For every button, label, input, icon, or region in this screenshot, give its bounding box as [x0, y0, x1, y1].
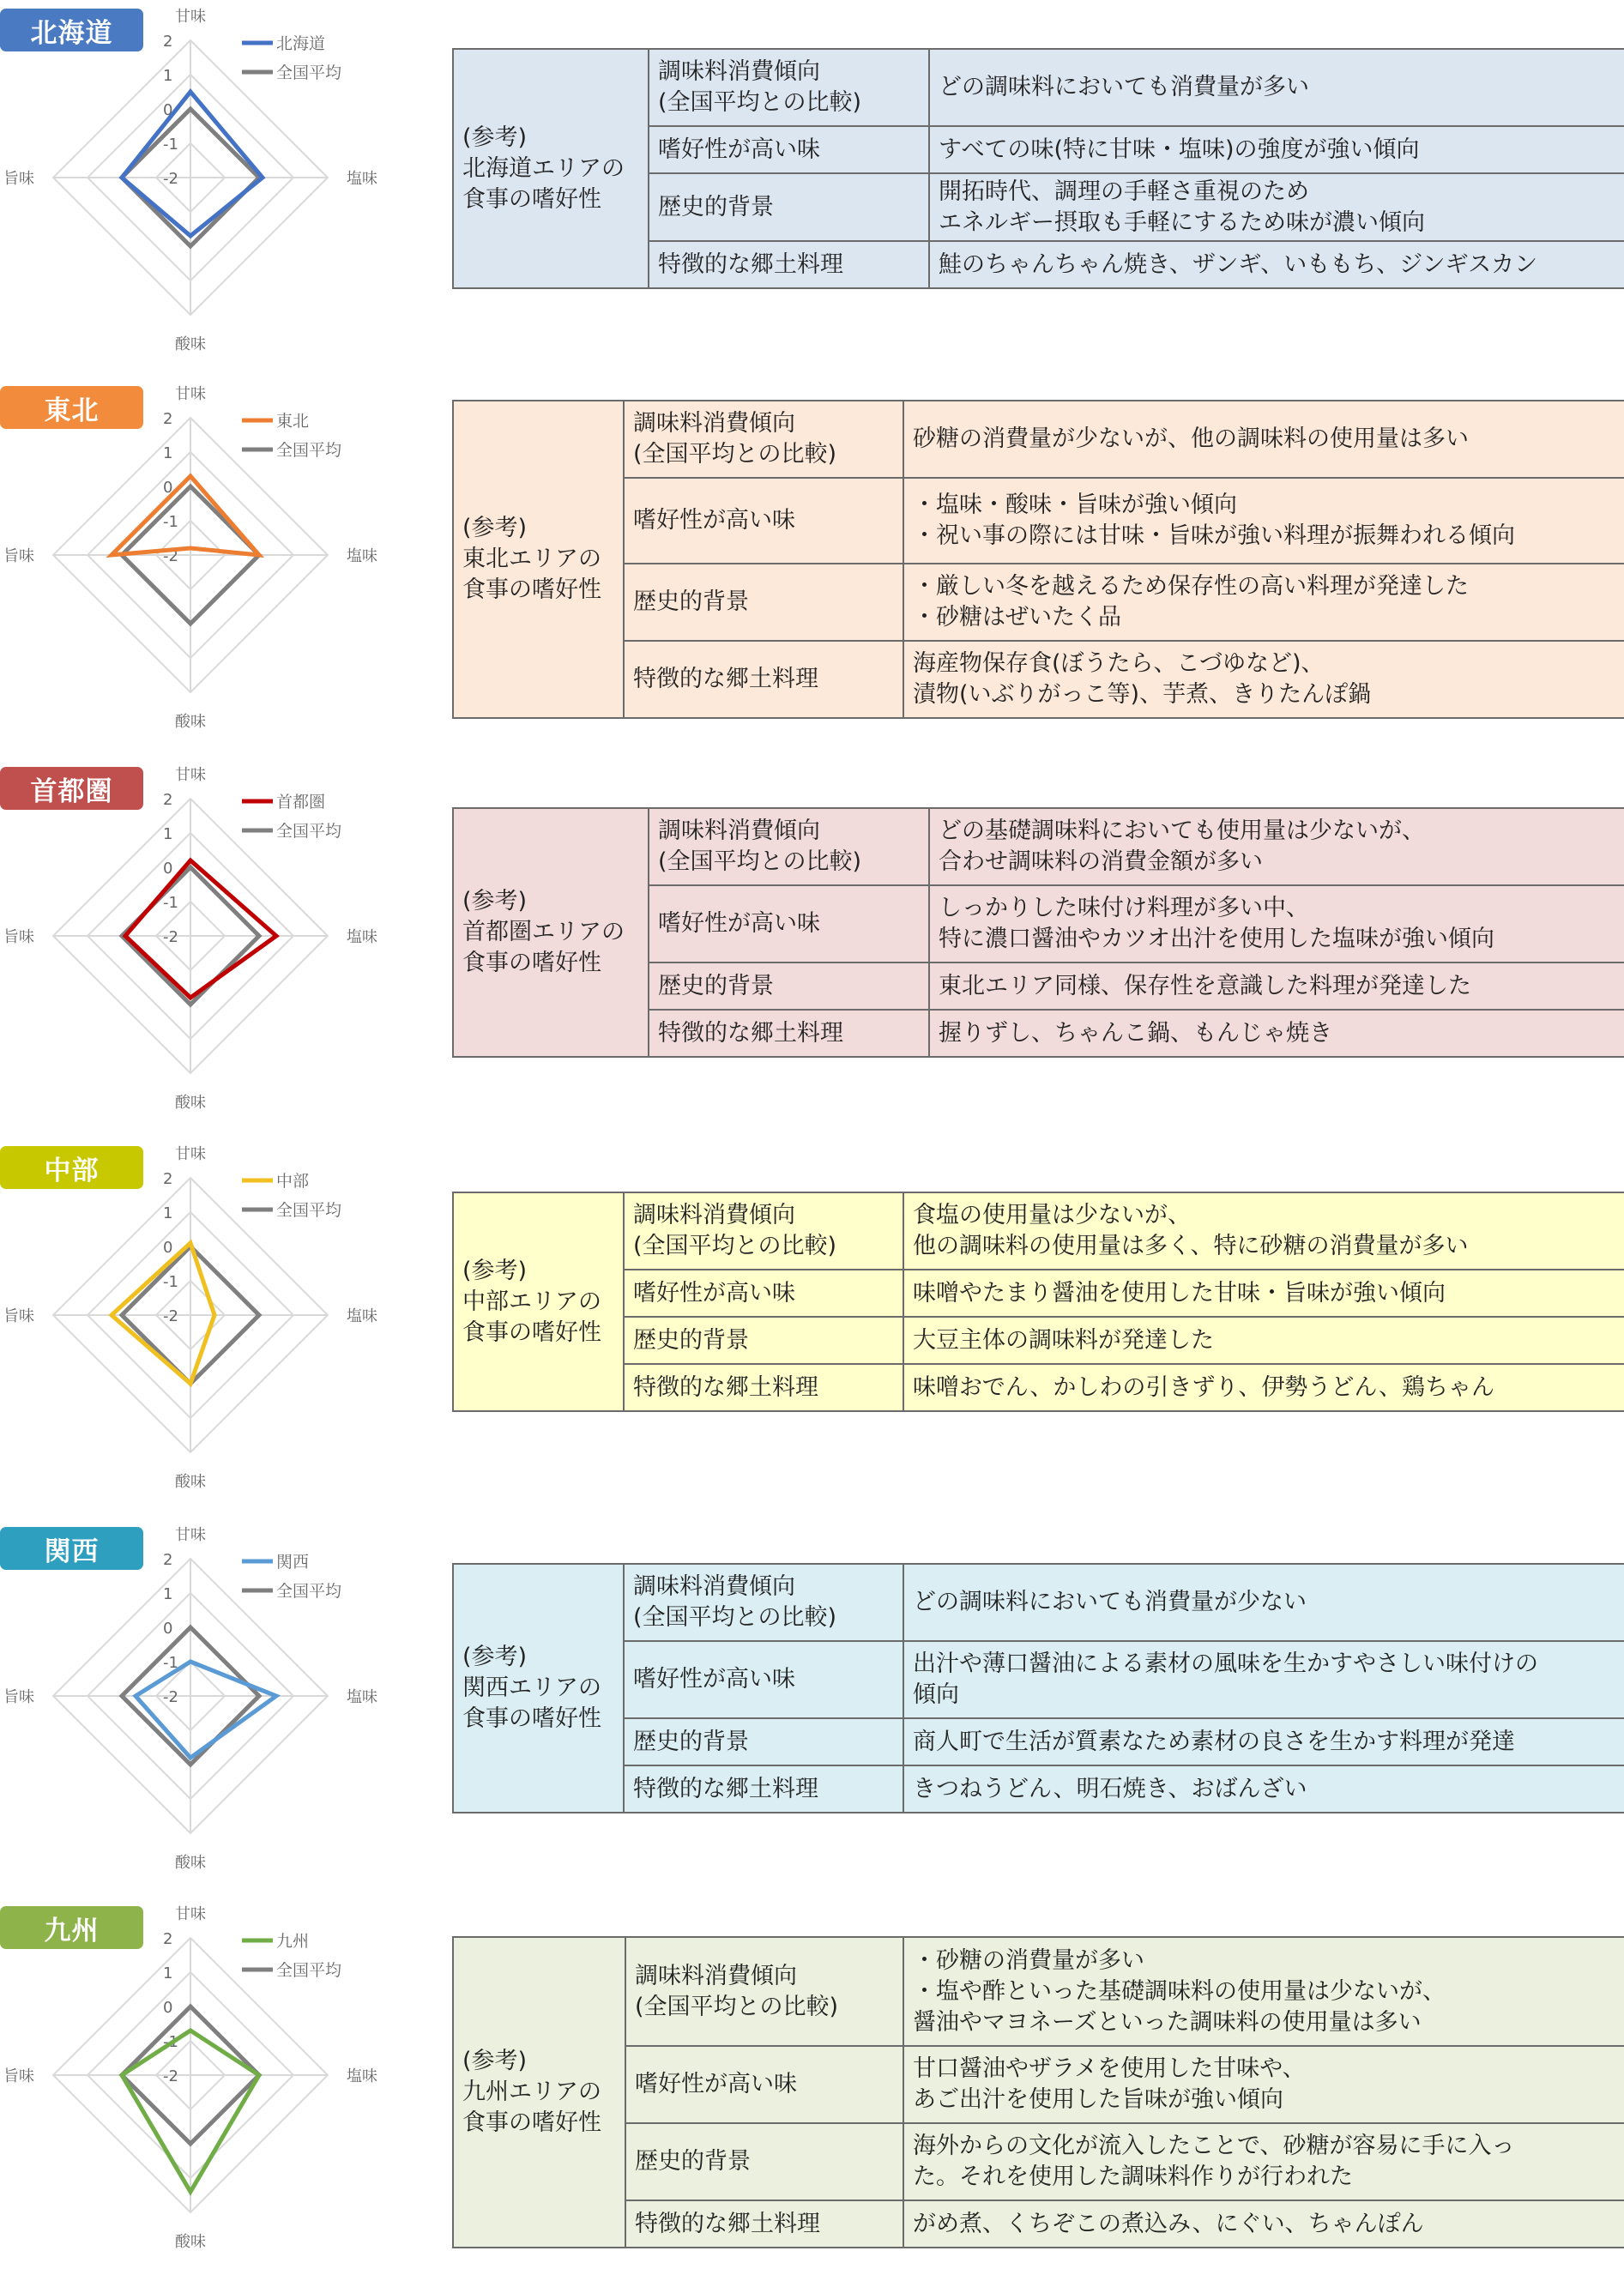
table-row [453, 1364, 1624, 1411]
radial-tick-label: -2 [163, 928, 178, 946]
row-label-cell: 歴史的背景 [649, 962, 929, 1010]
axis-label: 塩味 [347, 1688, 377, 1706]
region-badge: 中部 [0, 1146, 143, 1189]
radial-tick-label: -1 [163, 1654, 178, 1672]
row-label-cell: 歴史的背景 [624, 1317, 903, 1364]
table-row [453, 2046, 1624, 2123]
row-value-cell: 味噌やたまり醤油を使用した甘味・旨味が強い傾向 [903, 1270, 1624, 1317]
radial-tick-label: 1 [163, 1964, 173, 1982]
radial-tick-label: -1 [163, 2033, 178, 2051]
row-label-cell: 嗜好性が高い味 [649, 885, 929, 962]
radial-tick-label: -1 [163, 894, 178, 912]
axis-label: 甘味 [175, 766, 206, 784]
row-value-cell: 甘口醤油やザラメを使用した甘味や、 あご出汁を使用した旨味が強い傾向 [903, 2046, 1624, 2123]
row-value-cell: どの調味料においても消費量が多い [929, 49, 1624, 126]
region-section [0, 1138, 1624, 1515]
legend-label: 全国平均 [276, 1582, 342, 1601]
legend-label: 東北 [276, 412, 310, 431]
table-row [453, 1641, 1624, 1718]
table-row [453, 564, 1624, 641]
row-label-cell: 嗜好性が高い味 [625, 2046, 903, 2123]
radial-tick-label: 2 [163, 791, 173, 809]
row-value-cell: 出汁や薄口醤油による素材の風味を生かすやさしい味付けの 傾向 [903, 1641, 1624, 1718]
radial-tick-label: 2 [163, 1170, 173, 1188]
axis-label: 旨味 [3, 1688, 34, 1706]
table-row [453, 1937, 1624, 2046]
radial-tick-label: 1 [163, 1204, 173, 1222]
legend-label: 全国平均 [276, 1201, 342, 1220]
table-row [453, 478, 1624, 564]
legend-label: 全国平均 [276, 1961, 342, 1980]
radial-tick-label: -2 [163, 1307, 178, 1325]
region-badge: 首都圏 [0, 767, 143, 810]
radar-chart [0, 1518, 403, 1896]
row-label-cell: 調味料消費傾向 (全国平均との比較) [624, 1192, 903, 1270]
radial-tick-label: -1 [163, 136, 178, 154]
row-value-cell: 握りずし、ちゃんこ鍋、もんじゃ焼き [929, 1010, 1624, 1057]
legend-label: 九州 [276, 1932, 310, 1951]
legend-label: 全国平均 [276, 441, 342, 460]
axis-label: 酸味 [175, 713, 206, 731]
axis-label: 塩味 [347, 170, 377, 188]
axis-label: 塩味 [347, 547, 377, 565]
row-value-cell: ・砂糖の消費量が多い ・塩や酢といった基礎調味料の使用量は少ないが、 醤油やマヨネーズといった調味料の使用量は多い [903, 1937, 1624, 2046]
region-info-table [452, 807, 1624, 1058]
table-row [453, 1718, 1624, 1765]
row-label-cell: 嗜好性が高い味 [624, 478, 903, 564]
axis-label: 酸味 [175, 2233, 206, 2251]
legend-label: 全国平均 [276, 63, 342, 82]
region-label-cell: (参考) 北海道エリアの 食事の嗜好性 [453, 49, 649, 288]
axis-label: 旨味 [3, 170, 34, 188]
table-row [453, 641, 1624, 718]
region-badge: 東北 [0, 386, 143, 429]
row-value-cell: ・塩味・酸味・旨味が強い傾向 ・祝い事の際には甘味・旨味が強い料理が振舞われる傾向 [903, 478, 1624, 564]
row-value-cell: 商人町で生活が質素なため素材の良さを生かす料理が発達 [903, 1718, 1624, 1765]
region-section [0, 1518, 1624, 1896]
radial-tick-label: 0 [163, 1999, 173, 2017]
row-label-cell: 嗜好性が高い味 [624, 1270, 903, 1317]
radar-chart [0, 1138, 403, 1515]
row-value-cell: 味噌おでん、かしわの引きずり、伊勢うどん、鶏ちゃん [903, 1364, 1624, 1411]
axis-label: 酸味 [175, 1094, 206, 1112]
row-value-cell: 東北エリア同様、保存性を意識した料理が発達した [929, 962, 1624, 1010]
region-info-table [452, 1563, 1624, 1813]
radial-tick-label: 2 [163, 33, 173, 51]
row-label-cell: 歴史的背景 [649, 173, 929, 241]
row-label-cell: 調味料消費傾向 (全国平均との比較) [625, 1937, 903, 2046]
axis-label: 旨味 [3, 2067, 34, 2085]
table-row [453, 1564, 1624, 1641]
radial-tick-label: 1 [163, 67, 173, 85]
legend-label: 関西 [276, 1553, 310, 1572]
table-row [453, 808, 1624, 885]
axis-label: 旨味 [3, 1307, 34, 1325]
region-info-table [452, 400, 1624, 719]
region-badge: 九州 [0, 1906, 143, 1949]
radial-tick-label: -2 [163, 170, 178, 188]
row-value-cell: 食塩の使用量は少ないが、 他の調味料の使用量は多く、特に砂糖の消費量が多い [903, 1192, 1624, 1270]
radial-tick-label: -1 [163, 1273, 178, 1291]
table-row [453, 1270, 1624, 1317]
row-value-cell: 開拓時代、調理の手軽さ重視のため エネルギー摂取も手軽にするため味が濃い傾向 [929, 173, 1624, 241]
region-label-cell: (参考) 中部エリアの 食事の嗜好性 [453, 1192, 624, 1411]
axis-label: 塩味 [347, 2067, 377, 2085]
row-label-cell: 歴史的背景 [625, 2123, 903, 2200]
row-label-cell: 特徴的な郷土料理 [624, 1364, 903, 1411]
region-info-table [452, 1936, 1624, 2248]
row-label-cell: 調味料消費傾向 (全国平均との比較) [624, 401, 903, 478]
radial-tick-label: 2 [163, 1551, 173, 1569]
table-row [453, 1765, 1624, 1813]
region-label-cell: (参考) 首都圏エリアの 食事の嗜好性 [453, 808, 649, 1057]
row-label-cell: 歴史的背景 [624, 1718, 903, 1765]
radar-chart [0, 1898, 403, 2275]
row-value-cell: 砂糖の消費量が少ないが、他の調味料の使用量は多い [903, 401, 1624, 478]
axis-label: 旨味 [3, 928, 34, 946]
table-row [453, 49, 1624, 126]
radar-chart [0, 758, 403, 1136]
region-info-table [452, 1192, 1624, 1412]
row-value-cell: どの調味料においても消費量が少ない [903, 1564, 1624, 1641]
region-section [0, 1898, 1624, 2275]
row-label-cell: 特徴的な郷土料理 [624, 1765, 903, 1813]
axis-label: 塩味 [347, 1307, 377, 1325]
row-value-cell: 鮭のちゃんちゃん焼き、ザンギ、いももち、ジンギスカン [929, 241, 1624, 288]
region-section [0, 0, 1624, 377]
region-label-cell: (参考) 関西エリアの 食事の嗜好性 [453, 1564, 624, 1813]
legend-label: 全国平均 [276, 822, 342, 841]
table-row [453, 1192, 1624, 1270]
row-label-cell: 調味料消費傾向 (全国平均との比較) [649, 808, 929, 885]
row-value-cell: きつねうどん、明石焼き、おばんざい [903, 1765, 1624, 1813]
row-label-cell: 特徴的な郷土料理 [649, 241, 929, 288]
table-row [453, 2200, 1624, 2248]
radial-tick-label: 0 [163, 479, 173, 497]
region-info-table [452, 48, 1624, 289]
region-badge: 北海道 [0, 9, 143, 51]
axis-label: 塩味 [347, 928, 377, 946]
axis-label: 酸味 [175, 1854, 206, 1872]
radial-tick-label: 2 [163, 410, 173, 428]
row-label-cell: 調味料消費傾向 (全国平均との比較) [624, 1564, 903, 1641]
row-value-cell: すべての味(特に甘味・塩味)の強度が強い傾向 [929, 126, 1624, 173]
radial-tick-label: -2 [163, 547, 178, 565]
row-label-cell: 特徴的な郷土料理 [649, 1010, 929, 1057]
radial-tick-label: 1 [163, 1585, 173, 1603]
radar-chart [0, 0, 403, 377]
radial-tick-label: -1 [163, 513, 178, 531]
axis-label: 旨味 [3, 547, 34, 565]
legend-label: 中部 [276, 1172, 310, 1191]
table-row [453, 1317, 1624, 1364]
region-label-cell: (参考) 東北エリアの 食事の嗜好性 [453, 401, 624, 718]
radial-tick-label: -2 [163, 1688, 178, 1706]
row-value-cell: 大豆主体の調味料が発達した [903, 1317, 1624, 1364]
row-label-cell: 嗜好性が高い味 [649, 126, 929, 173]
radial-tick-label: 1 [163, 444, 173, 462]
radial-tick-label: -2 [163, 2067, 178, 2085]
region-label-cell: (参考) 九州エリアの 食事の嗜好性 [453, 1937, 625, 2248]
row-value-cell: しっかりした味付け料理が多い中、 特に濃口醤油やカツオ出汁を使用した塩味が強い傾向 [929, 885, 1624, 962]
row-value-cell: どの基礎調味料においても使用量は少ないが、 合わせ調味料の消費金額が多い [929, 808, 1624, 885]
radar-chart [0, 377, 403, 755]
axis-label: 甘味 [175, 385, 206, 403]
row-label-cell: 歴史的背景 [624, 564, 903, 641]
region-badge: 関西 [0, 1527, 143, 1570]
legend-label: 首都圏 [276, 793, 326, 812]
axis-label: 甘味 [175, 1905, 206, 1923]
table-row [453, 401, 1624, 478]
axis-label: 酸味 [175, 1473, 206, 1491]
axis-label: 酸味 [175, 335, 206, 353]
row-label-cell: 特徴的な郷土料理 [625, 2200, 903, 2248]
radial-tick-label: 0 [163, 1239, 173, 1257]
radial-tick-label: 2 [163, 1930, 173, 1948]
row-value-cell: 海外からの文化が流入したことで、砂糖が容易に手に入っ た。それを使用した調味料作りが行われた [903, 2123, 1624, 2200]
radial-tick-label: 0 [163, 860, 173, 878]
row-label-cell: 嗜好性が高い味 [624, 1641, 903, 1718]
row-label-cell: 特徴的な郷土料理 [624, 641, 903, 718]
row-label-cell: 調味料消費傾向 (全国平均との比較) [649, 49, 929, 126]
row-value-cell: 海産物保存食(ぼうたら、こづゆなど)、 漬物(いぶりがっこ等)、芋煮、きりたんぽ鍋 [903, 641, 1624, 718]
radial-tick-label: 0 [163, 101, 173, 119]
axis-label: 甘味 [175, 8, 206, 26]
region-section [0, 377, 1624, 755]
legend-label: 北海道 [276, 34, 326, 53]
radial-tick-label: 0 [163, 1620, 173, 1638]
row-value-cell: ・厳しい冬を越えるため保存性の高い料理が発達した ・砂糖はぜいたく品 [903, 564, 1624, 641]
axis-label: 甘味 [175, 1145, 206, 1163]
table-row [453, 2123, 1624, 2200]
radial-tick-label: 1 [163, 825, 173, 843]
axis-label: 甘味 [175, 1526, 206, 1544]
region-section [0, 758, 1624, 1136]
row-value-cell: がめ煮、くちぞこの煮込み、にぐい、ちゃんぽん [903, 2200, 1624, 2248]
